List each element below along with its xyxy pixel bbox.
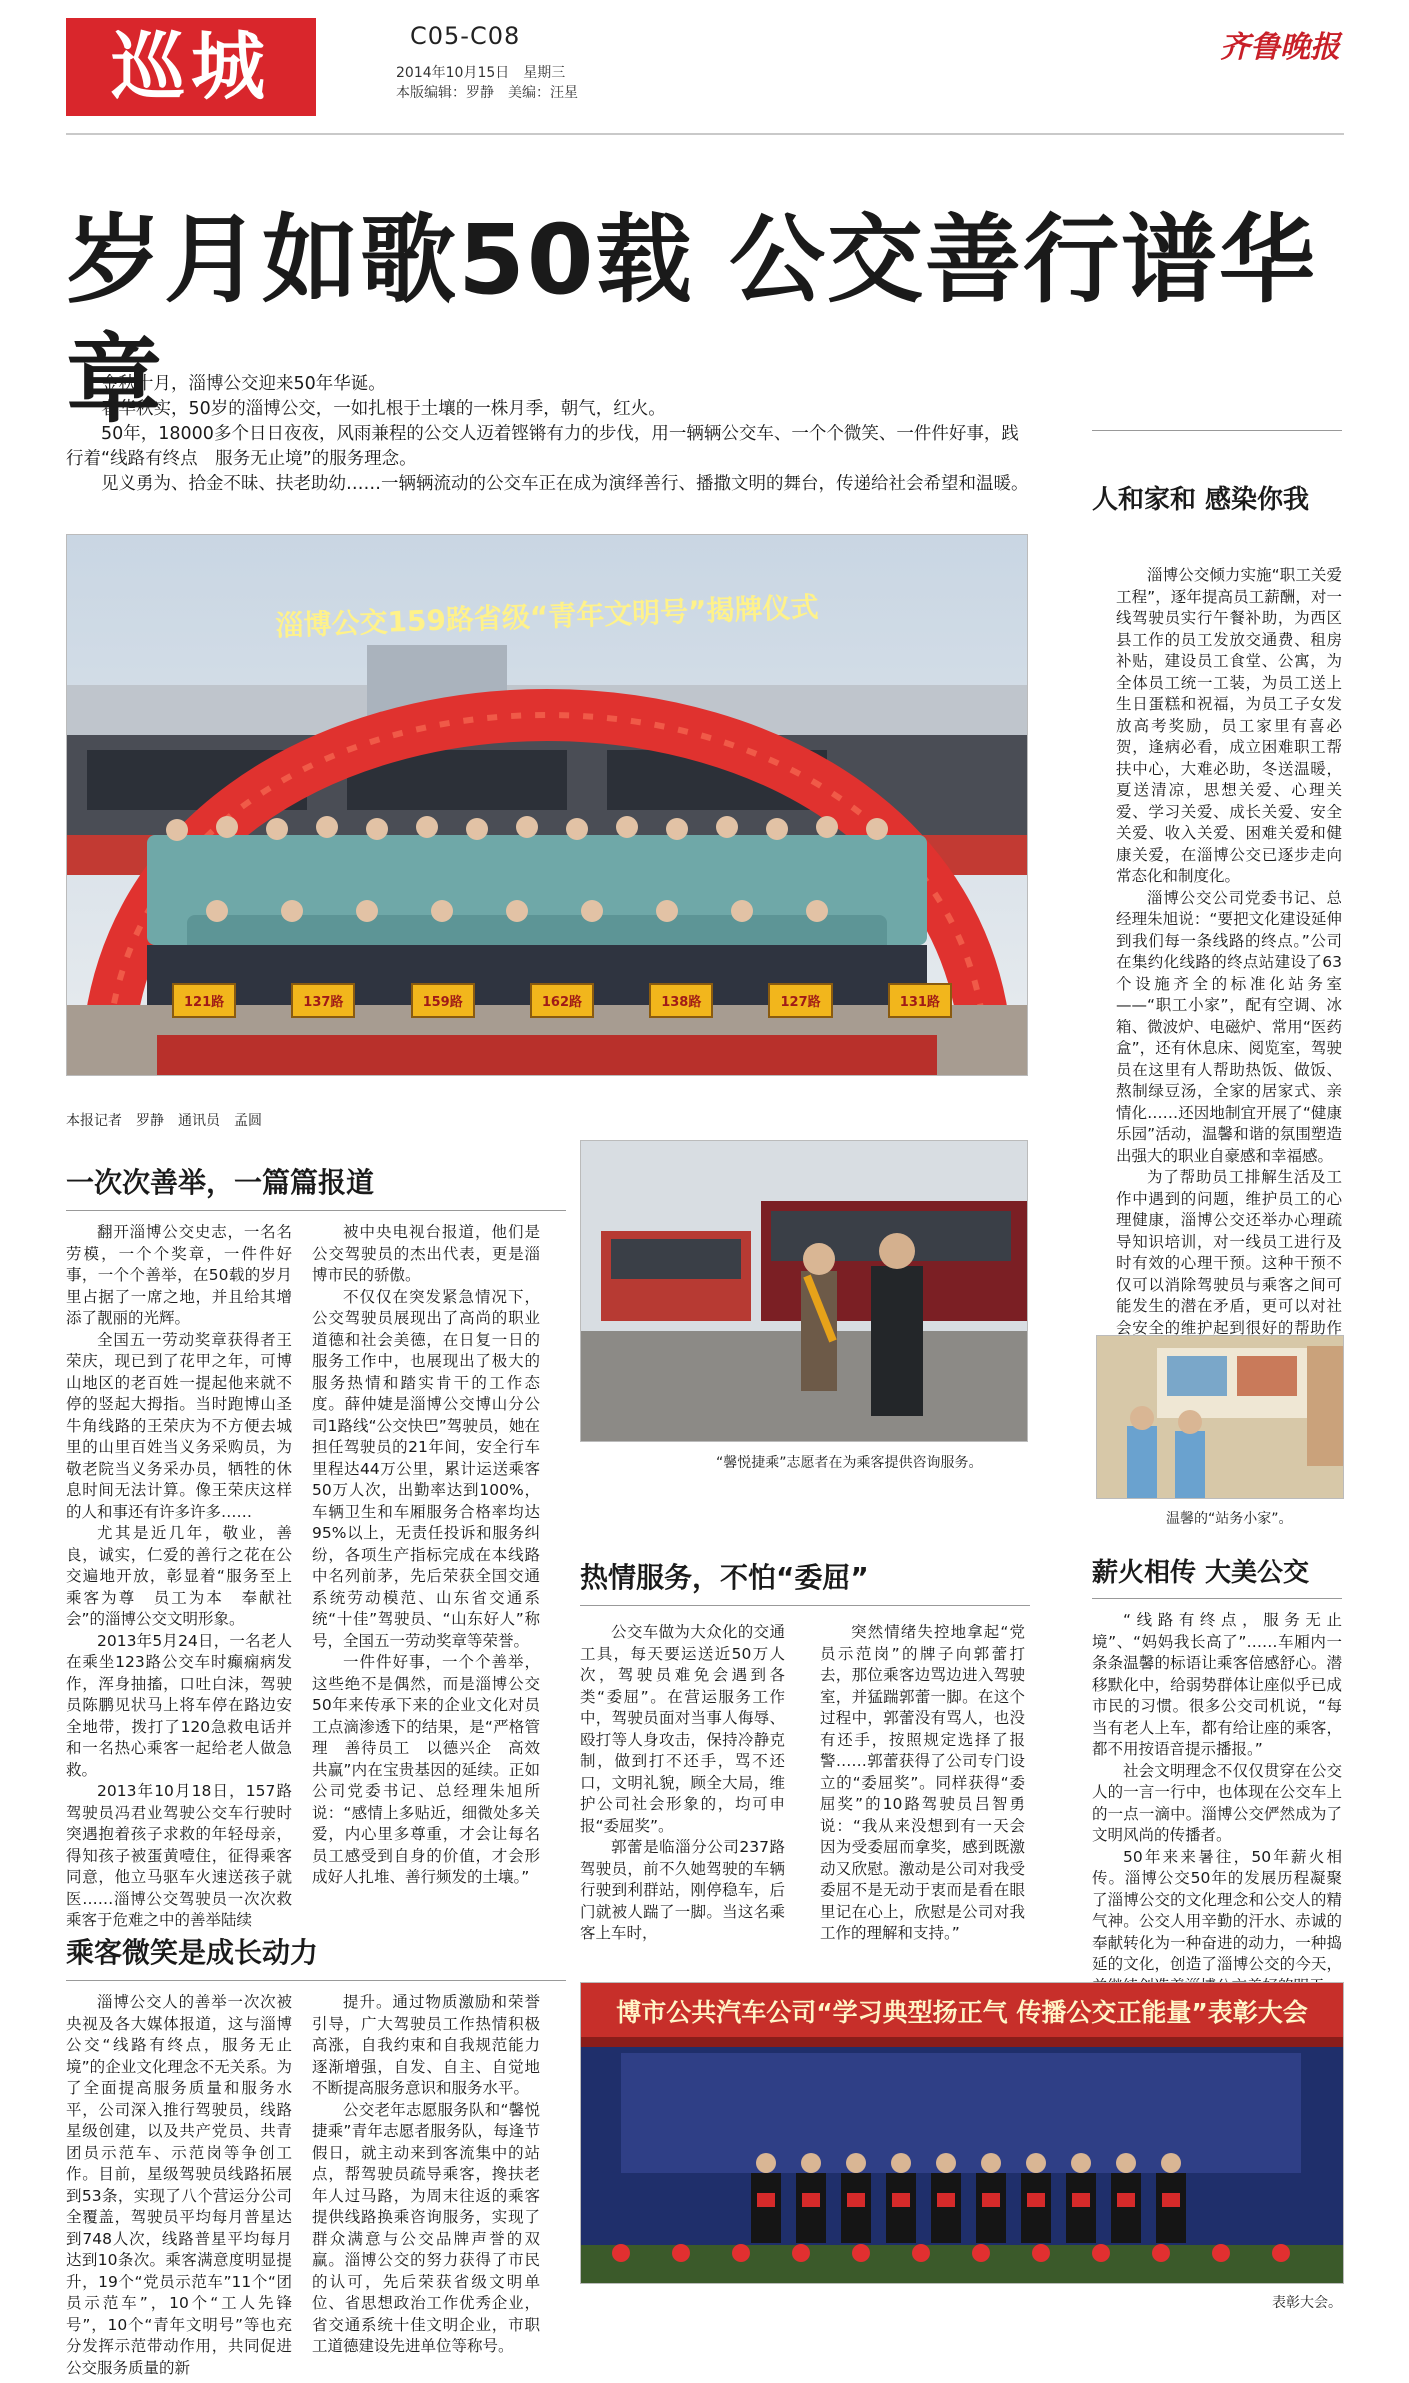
volunteer-photo bbox=[580, 1140, 1028, 1442]
section5-column bbox=[1092, 1610, 1342, 1997]
section5-rule bbox=[1092, 1598, 1342, 1599]
route-board: 121路 bbox=[172, 983, 236, 1018]
section5-title: 薪火相传 大美公交 bbox=[1092, 1558, 1310, 1588]
paragraph: 淄博公交人的善举一次次被央视及各大媒体报道，这与淄博公交“线路有终点，服务无止境”的企业文化理念不无关系。为了全面提高服务质量和服务水平，公司深入推行驾驶员，线路星级创建，以及共产党员、共青团员示范车、示范岗等争创工作。目前，星级驾驶员线路拓展到53条，实现了八个营运分公司全覆盖，驾驶员平均每月普星达到748人次，线路普星平均每月达到10条次。乘客满意度明显提升，19个“党员示范车”11个“团员示范车”，10个“工人先锋号”，10个“青年文明号”等也充分发挥示范带动作用，共同促进公交服务质量的新 bbox=[66, 1993, 292, 2377]
paragraph: 为了帮助员工排解生活及工作中遇到的问题，维护员工的心理健康，淄博公交还举办心理疏导知识培训，对一线员工进行及时有效的心理干预。这种干预不仅可以消除驾驶员与乘客之间可能发生的潜在矛盾，更可以对社会安全的维护起到很好的帮助作 bbox=[1116, 1168, 1342, 1337]
main-photo bbox=[66, 534, 1028, 1076]
section1-column2 bbox=[312, 1222, 540, 1889]
section-logo: 巡城 bbox=[66, 18, 316, 116]
paragraph: 公交车做为大众化的交通工具，每天要运送近50万人次，驾驶员难免会遇到各类“委屈”。在营运服务工作中，驾驶员面对当事人侮辱、殴打等人身攻击，保持冷静克制，做到打不还手，骂不还口，文明礼貌，顾全大局，维护公司社会形象的，均可申报“委屈奖”。 bbox=[580, 1623, 785, 1835]
paragraph: 50年来来暑往，50年薪火相传。淄博公交50年的发展历程凝聚了淄博公交的文化理念和公交人的精气神。公交人用辛勤的汗水、赤诚的奉献转化为一种奋进的动力，一种捣延的文化，创造了淄博公交的今天， bbox=[1092, 1847, 1342, 1973]
station-photo bbox=[1096, 1335, 1344, 1499]
masthead-divider bbox=[66, 133, 1344, 135]
section3-column1 bbox=[580, 1622, 785, 1945]
paragraph: 被中央电视台报道，他们是公交驾驶员的杰出代表，更是淄博市民的骄傲。 bbox=[312, 1223, 540, 1284]
editor-line: 本版编辑：罗静 美编：汪星 bbox=[396, 85, 578, 101]
section1-title: 一次次善举，一篇篇报道 bbox=[66, 1166, 375, 1199]
lead-paragraph: 见义勇为、拾金不昧、扶老助幼……一辆辆流动的公交车正在成为演绎善行、播撒文明的舞台，传递给社会希望和温暖。 bbox=[101, 474, 1029, 494]
lead-paragraph: 金秋十月，淄博公交迎来50年华诞。 bbox=[101, 374, 386, 394]
paragraph: 淄博公交倾力实施“职工关爱工程”，逐年提高员工薪酬，对一线驾驶员实行午餐补助，为西区县工作的员工发放交通费、租房补贴，建设员工食堂、公寓，为全体员工统一工装，为员工送上生日蛋糕和祝福，为员工子女发放高考奖励，员工家里有喜必贺，逢病必看，成立困难职工帮扶中心，大难必助，冬送温暖，夏送清凉，思想关爱、心理关爱、学习关爱、成长关爱、安全关爱、收入关爱、困难关爱和健康关爱，在淄博公交已逐步走向常态化和制度化。 bbox=[1116, 566, 1342, 885]
section3-rule bbox=[580, 1605, 1030, 1606]
photo-credit: 本报记者 罗静 通讯员 孟圆 bbox=[66, 1113, 262, 1129]
section1-column1 bbox=[66, 1222, 308, 1932]
paragraph: 淄博公交公司党委书记、总经理朱旭说：“要把文化建设延伸到我们每一条线路的终点。”公司在集约化线路的终点站建设了63个设施齐全的标准化站务室——“职工小家”，配有空调、冰箱、微波炉、电磁炉、常用“医药盒”，还有休息床、阅览室，驾驶员在这里有人帮助热饭、做饭、熬制绿豆汤，全家的居家式、亲情化……还因地制宜开展了“健康乐园”活动，温馨和谐的氛围塑造出强大的职业自豪感和幸福感。 bbox=[1116, 888, 1342, 1165]
paragraph: 尤其是近几年，敬业，善良，诚实，仁爱的善行之花在公交遍地开放，彰显着“服务至上 乘客为尊 员工为本 奉献社会”的淄博公交文明形象。 bbox=[66, 1524, 308, 1628]
route-board: 131路 bbox=[888, 983, 952, 1018]
route-board: 159路 bbox=[411, 983, 475, 1018]
lead-paragraph: 春华秋实，50岁的淄博公交，一如扎根于土壤的一株月季，朝气，红火。 bbox=[101, 399, 666, 419]
ceremony-photo bbox=[580, 1982, 1344, 2284]
paragraph: 提升。通过物质激励和荣誉引导，广大驾驶员工作热情积极高涨，自我约束和自我规范能力逐渐增强，自发、自主、自觉地不断提高服务意识和服务水平。 bbox=[312, 1993, 540, 2097]
section2-title: 乘客微笑是成长动力 bbox=[66, 1936, 319, 1969]
route-board: 138路 bbox=[649, 983, 713, 1018]
paragraph: 2013年10月18日，157路驾驶员冯君业驾驶公交车行驶时突遇抱着孩子求救的年轻母亲，得知孩子被蛋黄噎住，征得乘客同意，他立马驱车火速送孩子就医……淄博公交驾驶员一次次救乘客于危难之中的善举陆续 bbox=[66, 1782, 292, 1929]
paragraph: 社会文明理念不仅仅贯穿在公交人的一言一行中，也体现在公交车上的一点一滴中。淄博公交俨然成为了文明风尚的传播者。 bbox=[1092, 1761, 1342, 1844]
route-board: 162路 bbox=[530, 983, 594, 1018]
paragraph: 2013年5月24日，一名老人在乘坐123路公交车时癫痫病发作，浑身抽搐，口吐白沫，驾驶员陈鹏见状马上将车停在路边安全地带，拨打了120急救电话并和一名热心乘客一起给老人做急救。 bbox=[66, 1631, 292, 1779]
section3-column2 bbox=[820, 1622, 1025, 1945]
section4-top-rule bbox=[1092, 430, 1342, 431]
route-board: 137路 bbox=[291, 983, 355, 1018]
station-caption: 温馨的“站务小家”。 bbox=[1166, 1511, 1293, 1527]
paragraph: 突然情绪失控地拿起“党员示范岗”的牌子向郭蕾打去，那位乘客边骂边进入驾驶室，并猛踹郭蕾一脚。在这个过程中，郭蕾没有骂人，也没有还手，按照规定选择了报警……郭蕾获得了公司专门设立的“委屈奖”。同样获得“委屈奖”的10路驾驶员吕智勇说：“我从来没想到有一天会因为受委屈而拿奖，感到既激动又欣慰。激动是公司对我受委屈不是无动于衷而是看在眼里记在心上，欣慰是公司对我工作的理解和支持。” bbox=[820, 1623, 1025, 1942]
arch-banner-text: 淄博公交159路省级“青年文明号”揭牌仪式 bbox=[275, 590, 820, 643]
route-board: 127路 bbox=[768, 983, 832, 1018]
route-board-row bbox=[172, 983, 952, 1018]
paragraph: 公交老年志愿服务队和“馨悦捷乘”青年志愿者服务队，每逢节假日，就主动来到客流集中的站点，帮驾驶员疏导乘客，搀扶老年人过马路，为周末往返的乘客提供线路换乘咨询服务，实现了群众满意与公交品牌声誉的双赢。淄博公交的努力获得了市民的认可，先后荣获省级文明单位、省思想政治工作优秀企业，省交通系统十佳文明企业，市职工道德建设先进单位等称号。 bbox=[312, 2100, 540, 2355]
page-range: C05-C08 bbox=[410, 22, 521, 50]
paragraph: 翻开淄博公交史志，一名名劳模，一个个奖章，一件件好事，一个个善举，在50载的岁月里占据了一席之地，并且给其增添了靓丽的光辉。 bbox=[66, 1223, 292, 1327]
lead-text bbox=[66, 372, 1036, 497]
date-line: 2014年10月15日 星期三 bbox=[396, 65, 566, 81]
paragraph: 不仅仅在突发紧急情况下，公交驾驶员展现出了高尚的职业道德和社会美德，在日复一日的服务工作中，也展现出了极大的服务热情和踏实肯干的工作态度。薛仲婕是淄博公交博山分公司1路线“公交快巴”驾驶员，她在担任驾驶员的21年间，安全行车里程达44万公里，累计运送乘客50万人次，出勤率达到100%，车辆卫生和车厢服务合格率均达95%以上，无责任投诉和服务纠纷，各项生产指标完成在本线路中名列前茅，先后荣获全国交通系统劳动模范、山东省交通系统“十佳”驾驶员、“山东好人”称号，全国五一劳动奖章等荣誉。 bbox=[312, 1287, 540, 1650]
headline: 岁月如歌50载 公交善行谱华章 bbox=[66, 204, 1318, 436]
volunteer-caption: “馨悦捷乘”志愿者在为乘客提供咨询服务。 bbox=[716, 1455, 983, 1471]
ceremony-caption: 表彰大会。 bbox=[1272, 2295, 1342, 2311]
lead-paragraph: 50年，18000多个日日夜夜，风雨兼程的公交人迈着铿锵有力的步伐，用一辆辆公交车、一个个微笑、一件件好事，践行着“线路有终点 服务无止境”的服务理念。 bbox=[66, 424, 1019, 469]
paragraph: “线路有终点，服务无止境”、“妈妈我长高了”……车厢内一条条温馨的标语让乘客倍感舒心。潜移默化中，给弱势群体让座似乎已成市民的习惯。很多公交司机说，“每当有老人上车，都有给让座的乘客，都不用按语音提示播报。” bbox=[1092, 1611, 1342, 1758]
paragraph: 一件件好事，一个个善举，这些绝不是偶然，而是淄博公交50年来传承下来的企业文化对员工点滴渗透下的结果，是“严格管理 善待员工 以德兴企 高效共赢”内在宝贵基因的延续。正如公司党委书记、总经理朱旭所说：“感情上多贴近，细微处多关爱，内心里多尊重，才会让每名员工感受到自身的价值，才会形成好人扎堆、善行频发的土壤。” bbox=[312, 1653, 540, 1886]
section2-column2 bbox=[312, 1992, 540, 2358]
section2-rule bbox=[66, 1980, 566, 1981]
section2-column1 bbox=[66, 1992, 292, 2379]
paper-name: 齐鲁晚报 bbox=[1220, 30, 1340, 65]
section3-title: 热情服务，不怕“委屈” bbox=[580, 1561, 869, 1594]
paragraph: 郭蕾是临淄分公司237路驾驶员，前不久她驾驶的车辆行驶到利群站，刚停稳车，后门就被人踹了一脚。当这名乘客上车时， bbox=[580, 1838, 785, 1942]
section4-title: 人和家和 感染你我 bbox=[1092, 485, 1310, 515]
section4-column bbox=[1116, 565, 1342, 1447]
ceremony-banner-text: 博市公共汽车公司“学习典型扬正气 传播公交正能量”表彰大会 bbox=[616, 1998, 1308, 2027]
paragraph: 全国五一劳动奖章获得者王荣庆，现已到了花甲之年，可博山地区的老百姓一提起他来就不停的竖起大拇指。当时跑博山圣牛角线路的王荣庆为不方便去城里的山里百姓当义务采购员，为敬老院当义务采办员，牺牲的休息时间无法计算。像王荣庆这样的人和事还有许多许多…… bbox=[66, 1330, 292, 1521]
station-photo-illustration bbox=[1097, 1336, 1343, 1498]
volunteer-photo-illustration bbox=[581, 1141, 1027, 1441]
section1-rule bbox=[66, 1210, 566, 1211]
